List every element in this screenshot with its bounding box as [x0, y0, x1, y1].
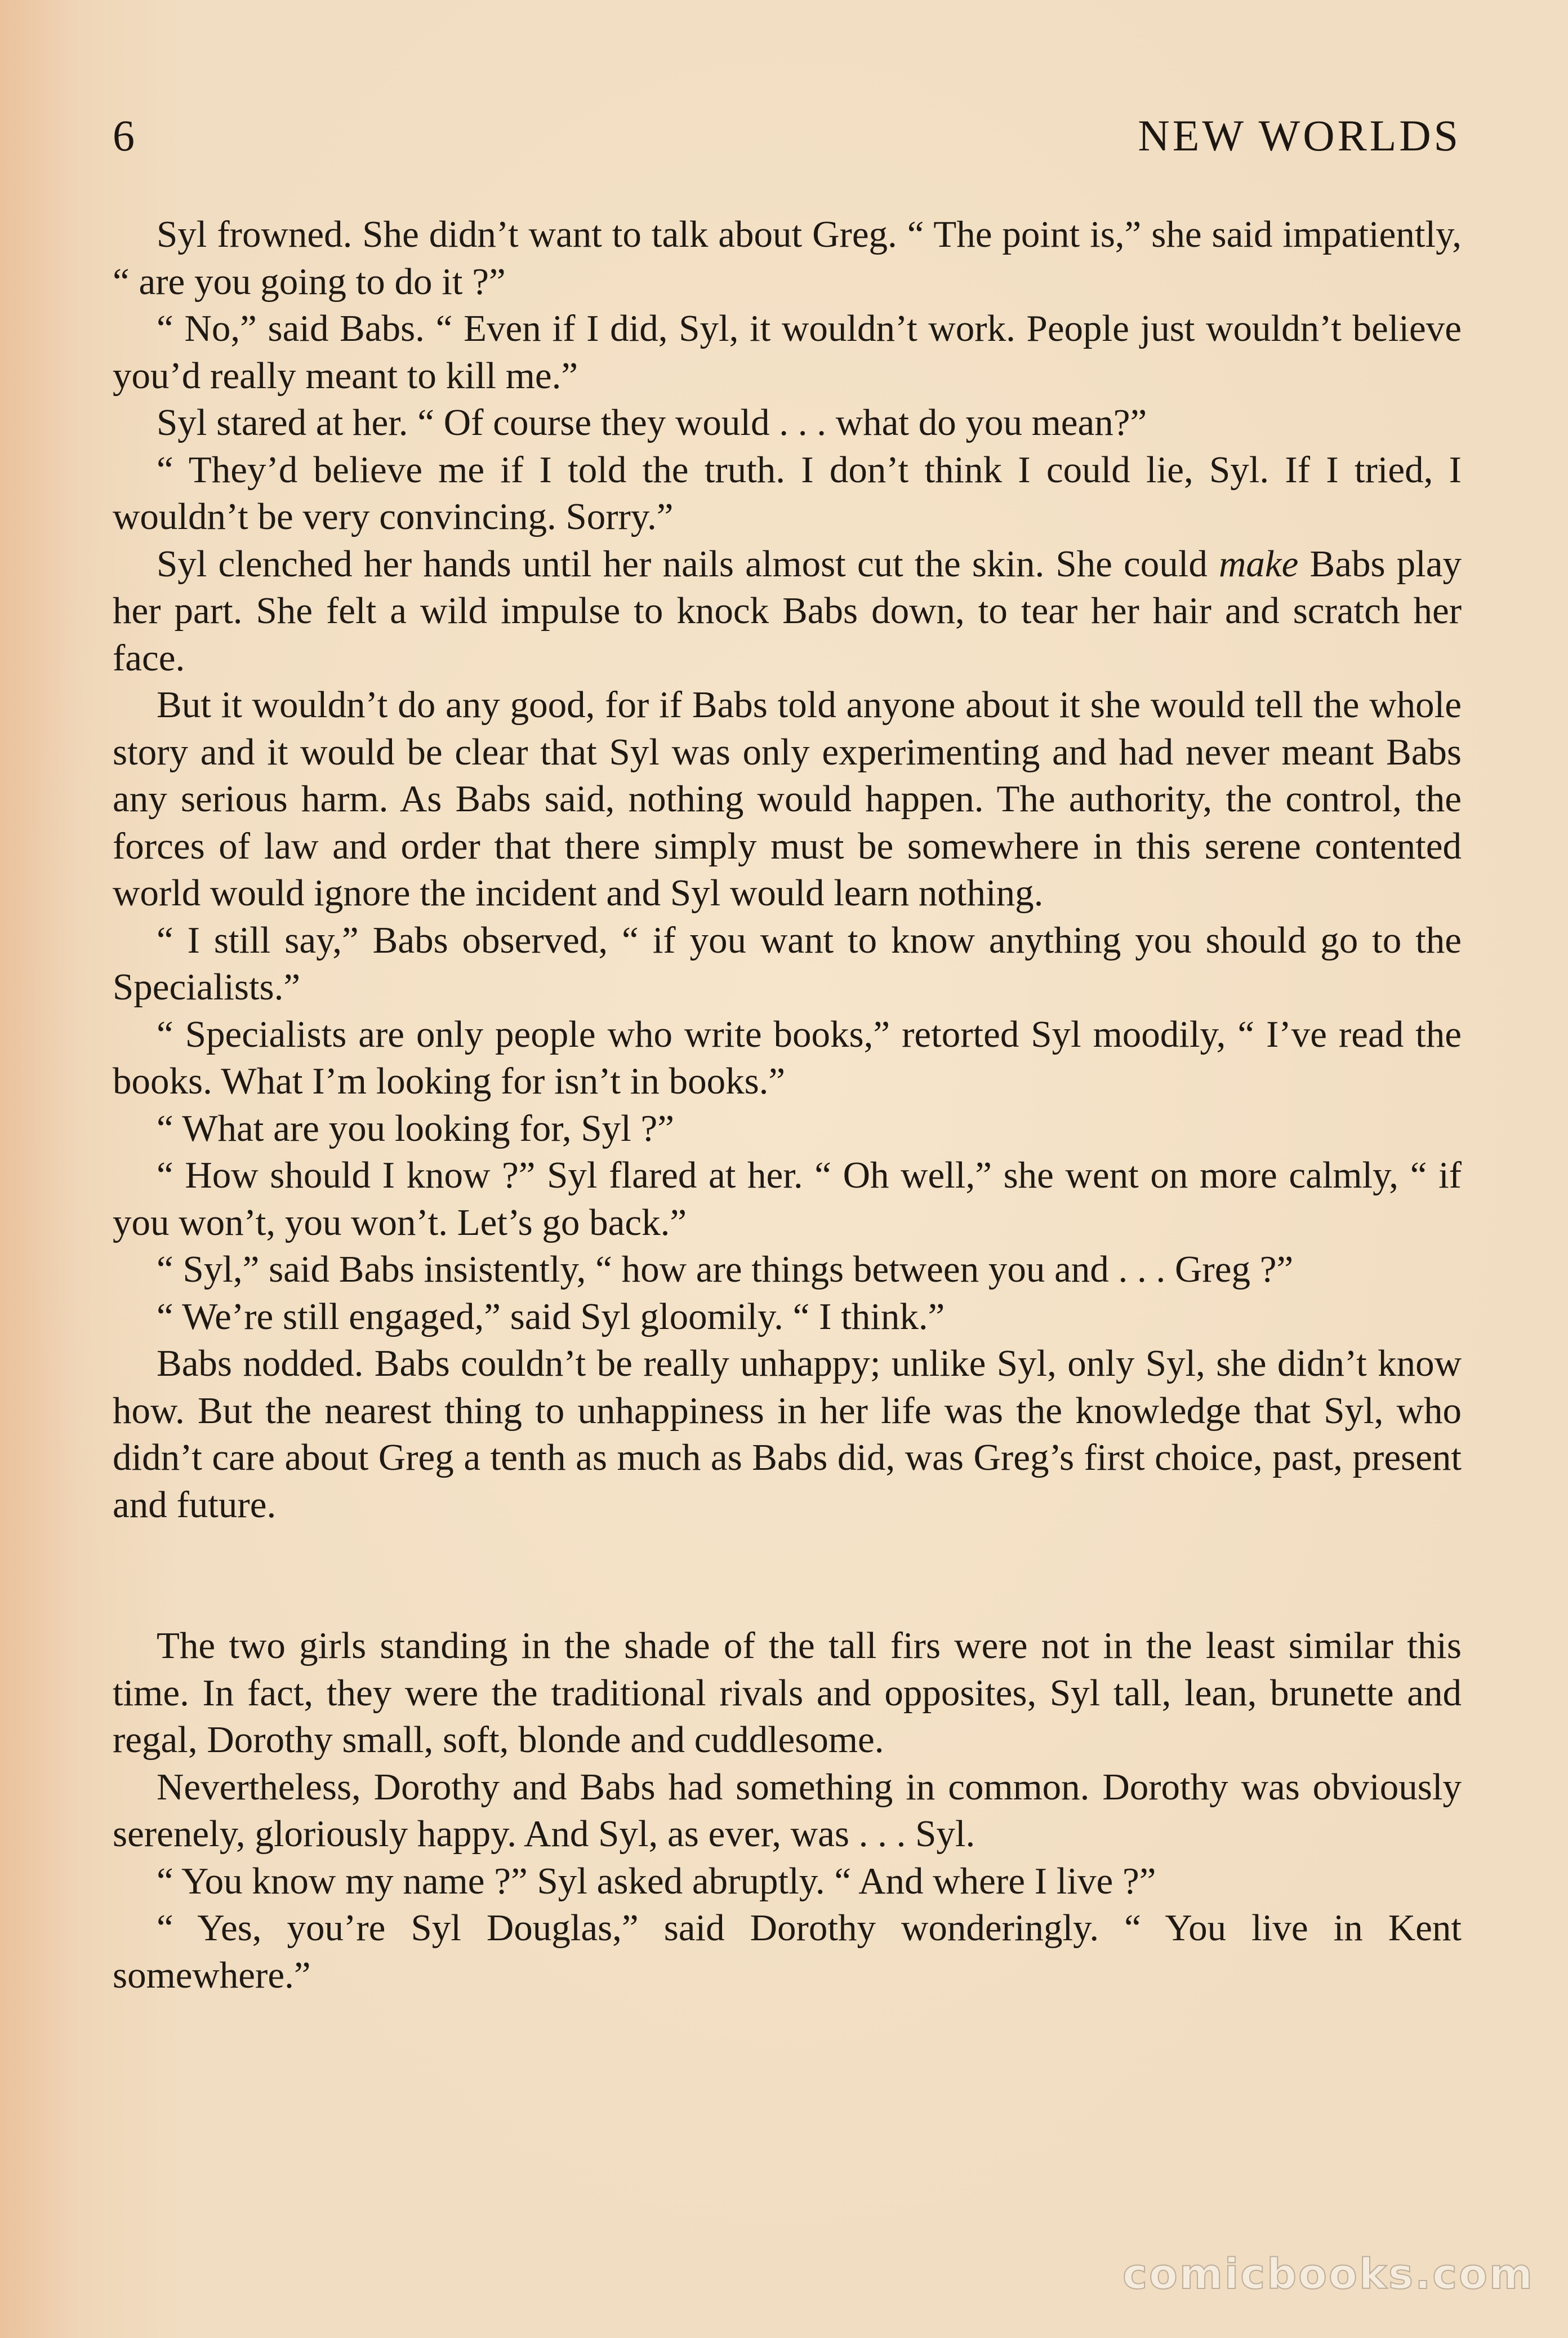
paragraph: “ You know my name ?” Syl asked abruptly. “ And where I live ?”: [157, 1860, 1156, 1902]
paragraph: “ How should I know ?” Syl flared at her. “ Oh well,” she went on more calmly, “ if you won’t, you won’t. Let’s go back.”: [113, 1154, 1462, 1243]
paragraph: “ What are you looking for, Syl ?”: [157, 1107, 674, 1149]
emphasized-word: make: [1219, 543, 1299, 585]
paragraph: “ Syl,” said Babs insistently, “ how are things between you and . . . Greg ?”: [157, 1248, 1294, 1290]
paragraph: Babs nodded. Babs couldn’t be really unhappy; unlike Syl, only Syl, she didn’t know how. But the nearest thing to unhappiness in her life was the knowledge that Syl, who didn’t care about Greg a tenth as much as Babs did, was Greg’s first choice, past, present and future.: [113, 1343, 1462, 1526]
site-watermark: comicbooks.com: [1122, 2250, 1534, 2299]
paragraph: Syl stared at her. “ Of course they would . . . what do you mean?”: [157, 402, 1147, 443]
paragraph: “ Yes, you’re Syl Douglas,” said Dorothy wonderingly. “ You live in Kent somewhere.”: [113, 1907, 1462, 1996]
paragraph: The two girls standing in the shade of the tall firs were not in the least similar this time. In fact, they were the traditional rivals and opposites, Syl tall, lean, brunette and regal, Dorothy small, soft, blonde and cuddlesome.: [113, 1625, 1462, 1761]
paragraph: [113, 541, 1462, 682]
paragraph: Nevertheless, Dorothy and Babs had something in common. Dorothy was obviously serenely, gloriously happy. And Syl, as ever, was . . . Syl.: [113, 1766, 1462, 1855]
paragraph: Syl frowned. She didn’t want to talk about Greg. “ The point is,” she said impatiently, “ are you going to do it ?”: [113, 214, 1462, 303]
paragraph-text: Babs play her part. She felt a wild impulse to knock Babs down, to tear her hair and scratch her face.: [113, 543, 1462, 679]
section-break: [113, 1528, 1462, 1623]
paragraph-text: Syl clenched her hands until her nails almost cut the skin. She could: [157, 543, 1219, 585]
story-text: [113, 211, 1462, 1999]
paragraph: “ They’d believe me if I told the truth. I don’t think I could lie, Syl. If I tried, I wouldn’t be very convincing. Sorry.”: [113, 448, 1462, 537]
paragraph: But it wouldn’t do any good, for if Babs told anyone about it she would tell the whole story and it would be clear that Syl was only experimenting and had never meant Babs any serious harm. As Babs said, nothing would happen. The authority, the control, the forces of law and order that there simply must be somewhere in this serene contented world would ignore the incident and Syl would learn nothing.: [113, 684, 1462, 914]
paragraph: “ We’re still engaged,” said Syl gloomily. “ I think.”: [157, 1295, 945, 1337]
paragraph: “ I still say,” Babs observed, “ if you want to know anything you should go to the Specialists.”: [113, 919, 1462, 1008]
running-title: NEW WORLDS: [1138, 111, 1461, 160]
paragraph: “ No,” said Babs. “ Even if I did, Syl, it wouldn’t work. People just wouldn’t believe you’d really meant to kill me.”: [113, 308, 1462, 397]
page-number: 6: [113, 111, 135, 160]
paragraph: “ Specialists are only people who write books,” retorted Syl moodily, “ I’ve read the books. What I’m looking for isn’t in books.”: [113, 1013, 1462, 1102]
